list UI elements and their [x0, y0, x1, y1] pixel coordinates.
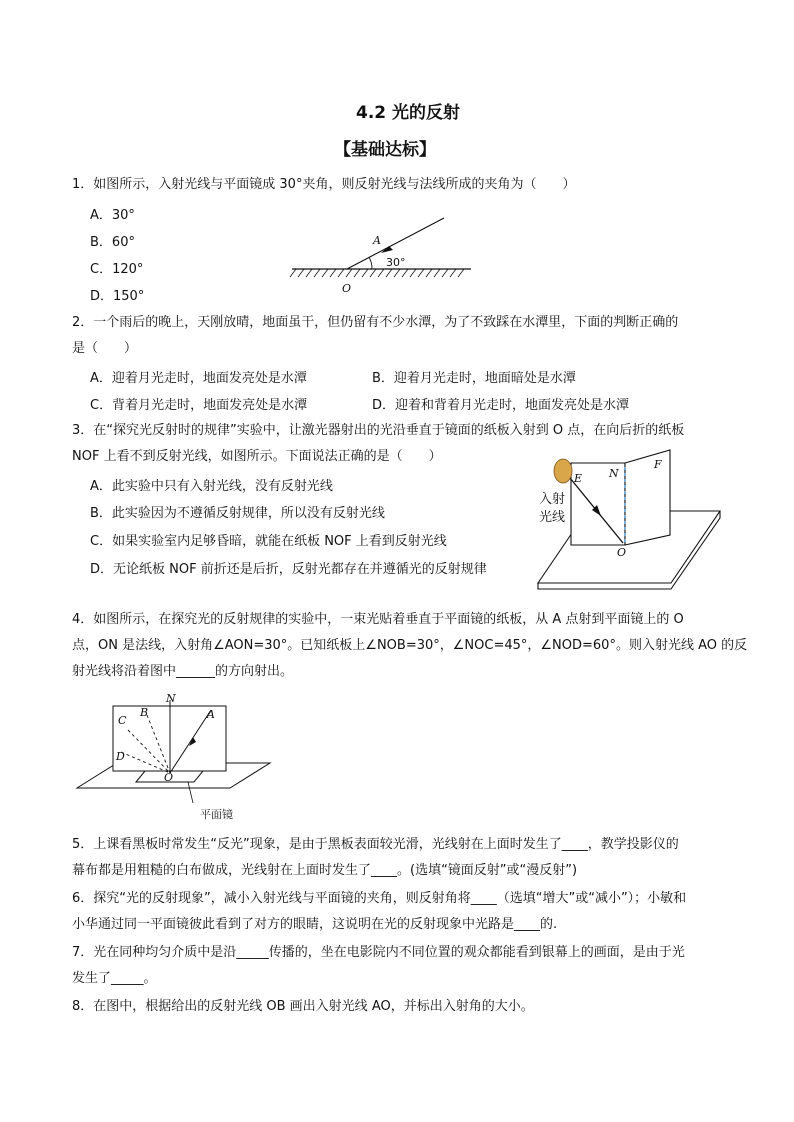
q3-label-incident-2: 光线	[539, 510, 566, 525]
q3-option-c: C．如果实验室内足够昏暗，就能在纸板 NOF 上看到反射光线	[90, 534, 447, 549]
q1-option-d: D．150°	[90, 289, 145, 304]
q1-label-o: O	[342, 282, 352, 295]
q4-label-o: O	[164, 771, 174, 784]
q8-line1: 8．在图中，根据给出的反射光线 OB 画出入射光线 AO，并标出入射角的大小。	[72, 999, 534, 1014]
q6-line1: 6．探究“光的反射现象”，减小入射光线与平面镜的夹角，则反射角将____（选填“增大”或“减小”）；小敏和	[72, 891, 687, 906]
page-title: 4.2 光的反射	[356, 103, 461, 123]
q3-label-incident-1: 入射	[539, 492, 566, 507]
q2-option-a: A．迎着月光走时，地面发亮处是水潭	[90, 371, 307, 386]
q4-mirror-leader	[188, 782, 193, 803]
q4-line1: 4．如图所示，在探究光的反射规律的实验中，一束光贴着垂直于平面镜的纸板，从 A 点射到平面镜上的 O	[72, 612, 684, 627]
q3-label-n: N	[609, 467, 619, 480]
q3-stem-line1: 3．在“探究光反射时的规律”实验中，让激光器射出的光沿垂直于镜面的纸板入射到 O 点，在向后折的纸板	[72, 423, 685, 438]
q2-option-d: D．迎着和背着月光走时，地面发亮处是水潭	[372, 398, 630, 413]
section-heading: 【基础达标】	[334, 140, 436, 160]
q1-option-b: B．60°	[90, 235, 135, 250]
q1-label-a: A	[373, 234, 381, 247]
q7-line1: 7．光在同种均匀介质中是沿_____传播的，坐在电影院内不同位置的观众都能看到银幕上的画面，是由于光	[72, 945, 685, 960]
q4-label-n: N	[166, 692, 176, 705]
q4-line3: 射光线将沿着图中______的方向射出。	[72, 664, 294, 679]
q5-line2: 幕布都是用粗糙的白布做成，光线射在上面时发生了____。(选填“镜面反射”或“漫反射”)	[72, 863, 578, 878]
q4-label-c: C	[118, 714, 127, 727]
q4-label-b: B	[140, 706, 149, 719]
q3-stem-line2: NOF 上看不到反射光线，如图所示。下面说法正确的是（ ）	[72, 449, 442, 464]
q3-option-b: B．此实验因为不遵循反射规律，所以没有反射光线	[90, 506, 385, 521]
q4-line2: 点，ON 是法线，入射角∠AON=30°。已知纸板上∠NOB=30°，∠NOC=45°，∠NOD=60°。则入射光线 AO 的反	[72, 638, 748, 653]
q2-option-c: C．背着月光走时，地面发亮处是水潭	[90, 398, 308, 413]
q3-label-e: E	[574, 472, 583, 485]
q1-option-c: C．120°	[90, 262, 144, 277]
q1-option-a: A．30°	[90, 208, 135, 223]
q2-option-b: B．迎着月光走时，地面暗处是水潭	[372, 371, 576, 386]
q4-label-mirror: 平面镜	[200, 808, 233, 821]
q3-label-o: O	[617, 546, 627, 559]
q3-option-a: A．此实验中只有入射光线，没有反射光线	[90, 479, 333, 494]
q5-line1: 5．上课看黑板时常发生“反光”现象，是由于黑板表面较光滑，光线射在上面时发生了____，教学投影仪的	[72, 837, 679, 852]
q4-label-d: D	[116, 750, 125, 763]
q3-label-f: F	[654, 458, 662, 471]
q7-line2: 发生了_____。	[72, 971, 157, 986]
q6-line2: 小华通过同一平面镜彼此看到了对方的眼睛，这说明在光的反射现象中光路是____的.	[72, 917, 558, 932]
q2-stem-line2: 是（ ）	[72, 341, 138, 356]
q3-option-d: D．无论纸板 NOF 前折还是后折，反射光都存在并遵循光的反射规律	[90, 562, 487, 577]
q1-stem: 1．如图所示，入射光线与平面镜成 30°夹角，则反射光线与法线所成的夹角为（ ）	[72, 177, 576, 192]
q1-angle-label: 30°	[386, 256, 406, 269]
q4-label-a: A	[207, 708, 215, 721]
q2-stem-line1: 2．一个雨后的晚上，天刚放晴，地面虽干，但仍留有不少水潭，为了不致踩在水潭里，下面的判断正确的	[72, 315, 679, 330]
